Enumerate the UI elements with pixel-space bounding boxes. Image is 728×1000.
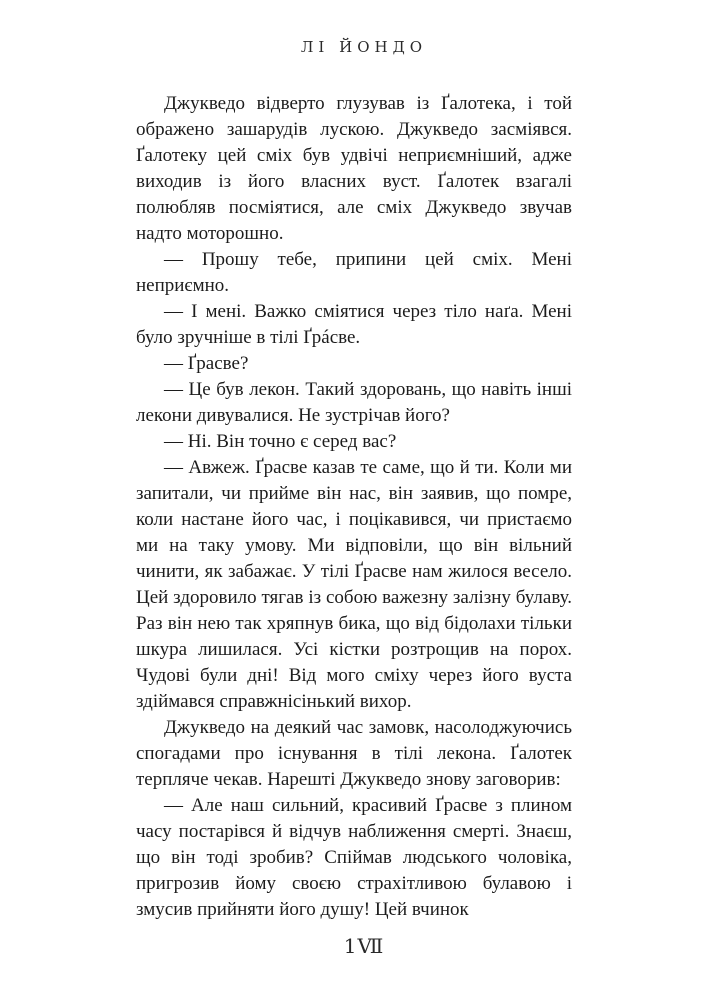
paragraph: — Авжеж. Ґрасве казав те саме, що й ти. Коли ми запитали, чи прийме він нас, він заявив, що помре, коли настане його час, і поцікавився, чи пристаємо ми на таку умову. Ми відповіли, що він вільний чинити, як забажає. У тілі Ґрасве нам жилося весело. Цей здоровило тягав із собою важезну залізну булаву. Раз він нею так хряпнув бика, що від бідолахи тільки шкура лишилася. Усі кістки розтрощив на порох. Чудові були дні! Від мого сміху через його вуста здіймався справжнісінький вихор. <box>136 457 572 712</box>
page-number: 1Ⅶ <box>343 934 385 958</box>
paragraph: — Ґрасве? <box>164 353 249 374</box>
paragraph: — Ні. Він точно є серед вас? <box>164 431 397 452</box>
paragraph: Джукведо на деякий час замовк, насолоджуючись спогадами про існування в тілі лекона. Ґалотек терпляче чекав. Нарешті Джукведо знову заговорив: <box>136 717 572 790</box>
paragraph: — Це був лекон. Такий здоровань, що навіть інші лекони дивувалися. Не зустрічав його? <box>136 379 572 426</box>
paragraph: Джукведо відверто глузував із Ґалотека, і той ображено зашарудів лускою. Джукведо засміявся. Ґалотеку цей сміх був удвічі неприємніший, адже виходив із його власних вуст. Ґалотек взагалі полюбляв посміятися, але сміх Джукведо звучав надто моторошно. <box>136 93 572 244</box>
paragraph: — Прошу тебе, припини цей сміх. Мені неприємно. <box>136 249 572 296</box>
page-body-text <box>136 91 572 923</box>
paragraph: — І мені. Важко сміятися через тіло наґа. Мені було зручніше в тілі Ґрáсве. <box>136 301 572 348</box>
paragraph: — Але наш сильний, красивий Ґрасве з плином часу постарівся й відчув наближення смерті. Знаєш, що він тоді зробив? Спіймав людського чоловіка, пригрозив йому своєю страхітливою булавою і змусив прийняти його душу! Цей вчинок <box>136 795 572 920</box>
running-header: ЛІ ЙОНДО <box>300 38 428 56</box>
